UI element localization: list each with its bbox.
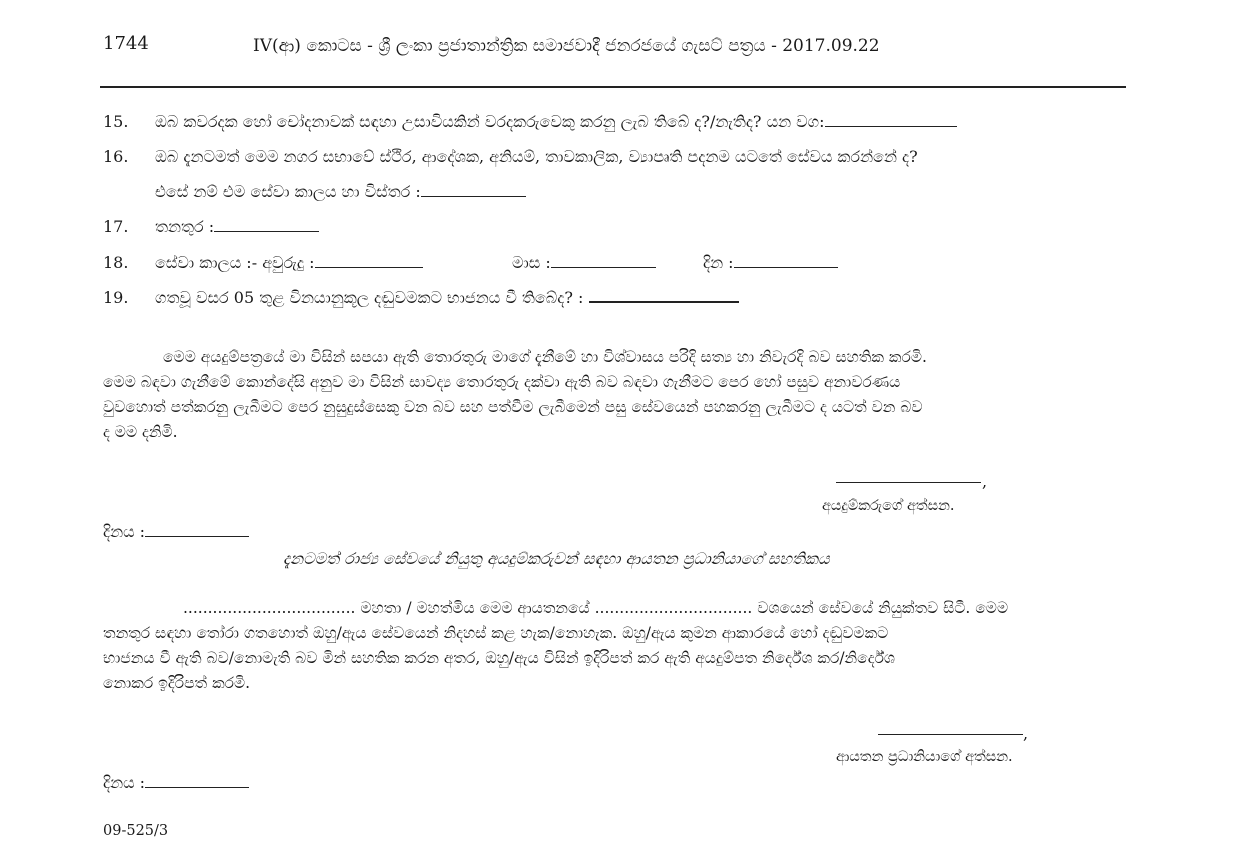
answer-line-18-years[interactable] — [315, 267, 423, 268]
declaration-line-4: ද මම දනිමි. — [103, 423, 178, 441]
question-17-text: තනතුර : — [155, 217, 215, 236]
answer-line-17[interactable] — [214, 231, 319, 232]
answer-line-18-months[interactable] — [551, 267, 656, 268]
declaration-line-3: වුවහොත් පත්කරනු ලැබීමට පෙර නුසුදුස්සෙකු වන බව සහ පත්වීම ලැබීමෙන් පසු සේවයෙන් පහකරනු ලැබීමට ද යටත් වන බව — [103, 398, 923, 416]
question-number-18: 18. — [103, 253, 129, 272]
question-18-months — [512, 253, 656, 273]
declaration-paragraph — [103, 345, 1125, 445]
question-number-17: 17. — [103, 217, 129, 236]
question-15-text: ඔබ කවරදක හෝ චෝදනාවක් සඳහා උසාවියකින් වරදකරුවෙකු කරනු ලැබ තිබේ ද?/නැතිද? යන වග: — [155, 112, 825, 131]
footer-code: 09-525/3 — [103, 823, 169, 839]
question-18-days — [703, 253, 838, 273]
question-number-15: 15. — [103, 112, 129, 131]
declaration-line-1: මෙම අයදුම්පත්‍රයේ මා විසින් සපයා ඇති තොරතුරු මාගේ දැනීමේ හා විශ්වාසය පරිදි සත්‍ය හා නිවැරදි බව සහතික කරමි. — [163, 348, 927, 366]
certificate-line-3: භාජනය වී ඇති බව/නොමැති බව මින් සහතික කරන අතර, ඔහු/ඇය විසින් ඉදිරිපත් කර ඇති අයදුම්පත නිර්දේශ කර/නිර්දේශ — [103, 649, 896, 667]
question-18-text: සේවා කාලය :- අවුරුදු : — [155, 253, 315, 272]
certificate-title: දැනටමත් රාජ්‍ය සේවයේ නියුතු අයදුම්කරුවන් සඳහා ආයතන ප්‍රධානියාගේ සහතිකය — [283, 549, 830, 568]
header-divider — [100, 86, 1126, 88]
days-label: දින : — [703, 253, 734, 272]
head-signature-label: ආයතන ප්‍රධානියාගේ අත්සන. — [836, 749, 1013, 765]
months-label: මාස : — [512, 253, 551, 272]
certificate-line-2: තනතුර සඳහා තෝරා ගතහොත් ඔහු/ඇය සේවයෙන් නිදහස් කළ හැක/නොහැක. ඔහු/ඇය කුමන ආකාරයේ හෝ දඬුවමකට — [103, 624, 889, 642]
question-number-16: 16. — [103, 147, 129, 166]
head-signature-comma: , — [1023, 724, 1029, 743]
gazette-header-title: IV(ආ) කොටස - ශ්‍රී ලංකා ප්‍රජාතාන්ත්‍රික සමාජවාදී ජනරජයේ ගැසට් පත්‍රය - 2017.09.22 — [253, 36, 880, 56]
date-label: දිනය : — [103, 522, 146, 541]
question-17 — [155, 217, 319, 237]
head-signature-line[interactable] — [878, 734, 1023, 735]
certificate-paragraph — [103, 596, 1125, 696]
applicant-signature-comma: , — [982, 472, 988, 491]
question-19-text: ගතවූ වසර 05 තුළ විනයානුකූල දඬුවමකට භාජනය වී තිබේද? : — [155, 288, 584, 307]
question-16-sub — [155, 182, 526, 202]
answer-line-15[interactable] — [825, 126, 957, 127]
applicant-signature-label: අයදුම්කරුගේ අත්සන. — [822, 498, 955, 514]
applicant-signature-line[interactable] — [836, 482, 981, 483]
answer-line-16[interactable] — [421, 196, 526, 197]
certificate-line-4: නොකර ඉදිරිපත් කරමි. — [103, 674, 251, 692]
applicant-date — [103, 522, 249, 542]
answer-line-18-days[interactable] — [734, 267, 838, 268]
question-16-text: ඔබ දැනටමත් මෙම නගර සභාවේ ස්ථිර, ආදේශක, අනියම්, තාවකාලික, ව්‍යාපෘති පදනම යටතේ සේවය කරන්නේ ද? — [155, 147, 918, 166]
head-date — [103, 773, 249, 793]
declaration-line-2: මෙම බඳවා ගැනීමේ කොන්දේසි අනුව මා විසින් සාවද්‍ය තොරතුරු දක්වා ඇති බව බඳවා ගැනීමට පෙර හෝ පසුව අනාවරණය — [103, 373, 901, 391]
answer-line-19[interactable] — [589, 301, 739, 303]
applicant-date-line[interactable] — [145, 536, 249, 537]
question-18-years — [155, 253, 423, 273]
question-15 — [155, 112, 957, 132]
question-number-19: 19. — [103, 288, 129, 307]
question-19 — [155, 288, 739, 308]
head-date-line[interactable] — [145, 787, 249, 788]
question-16-sub-text: එසේ නම් එම සේවා කාලය හා විස්තර : — [155, 182, 421, 201]
page-number: 1744 — [103, 33, 149, 54]
certificate-line-1: ................................... මහතා / මහත්මිය මෙම ආයතනයේ ................................ වශයෙන් සේවයේ නියුක්තව සිටී. මෙම — [183, 599, 1009, 617]
date-label: දිනය : — [103, 773, 146, 792]
